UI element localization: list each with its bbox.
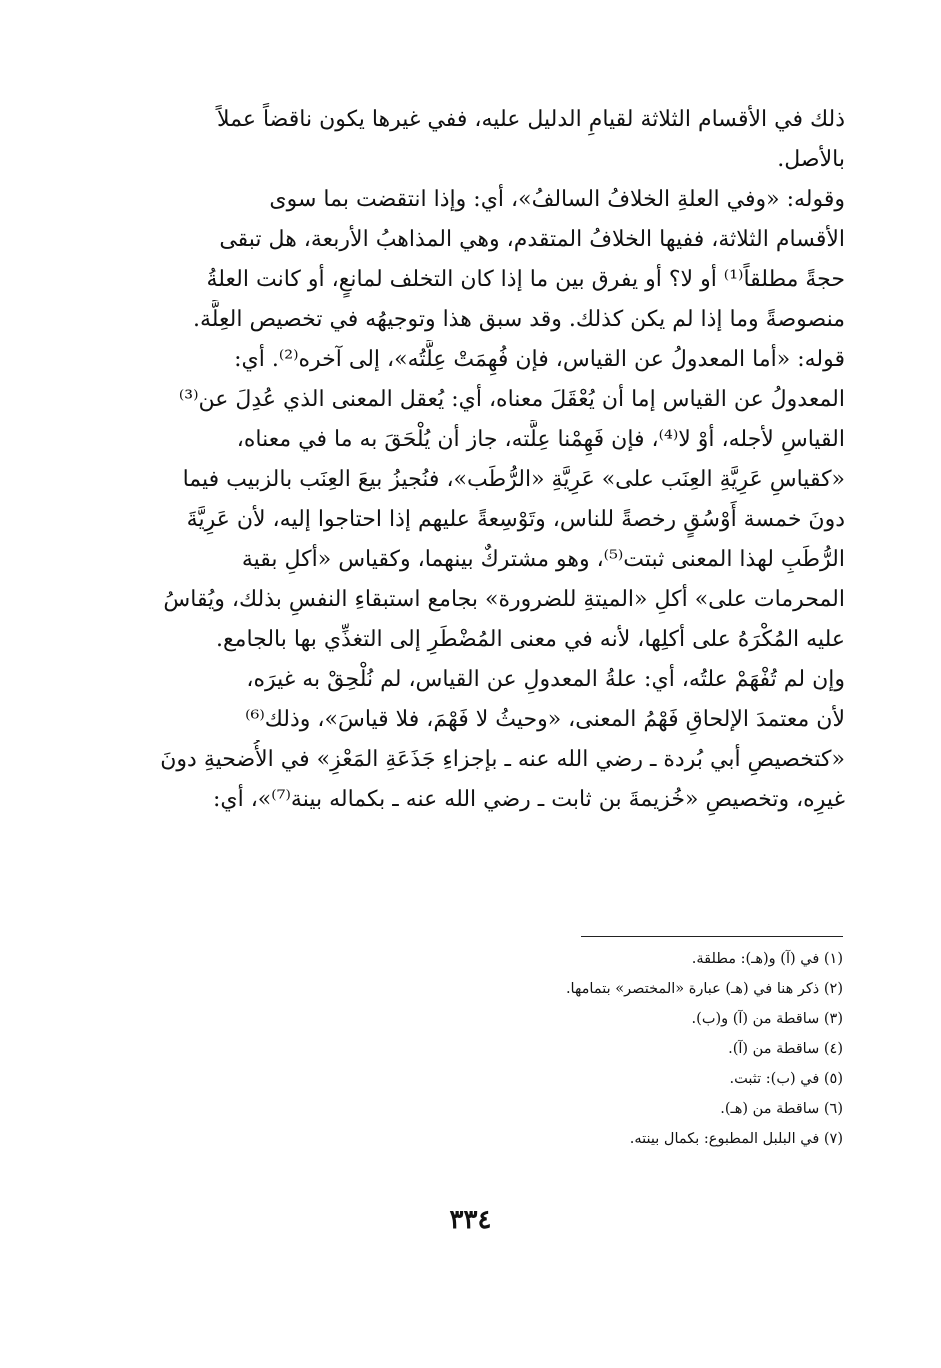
footnote: (٣) ساقطة من (آ) و(ب).: [691, 1011, 843, 1027]
footnote: (١) في (آ) و(هـ): مطلقة.: [691, 951, 843, 967]
footnote: (٦) ساقطة من (هـ).: [720, 1101, 843, 1117]
text-line: لأن معتمدَ الإلحاقِ فَهْمُ المعنى، «وحيثُ لا فَهْمَ، فلا قياسَ»، وذلك⁽⁶⁾: [245, 707, 845, 732]
main-text: [90, 100, 845, 820]
text-line: المعدولُ عن القياس إما أن يُعْقَلَ معناه، أي: يُعقل المعنى الذي عُدِلَ عن⁽³⁾: [178, 387, 845, 412]
footnote: (٧) في البلبل المطبوع: بكمال بينته.: [629, 1131, 843, 1147]
text-line: القياسِ لأجله، أوْ لا⁽⁴⁾، فإن فَهِمْنا عِلَّته، جاز أن يُلْحَقَ به ما في معناه،: [236, 427, 845, 452]
text-line: وقوله: «وفي العلةِ الخلافُ السالفُ»، أي: وإذا انتقضت بما سوى: [269, 187, 845, 212]
text-line: حجةً مطلقاً⁽¹⁾ أو لا؟ أو يفرق بين ما إذا كان التخلف لمانعٍ، أو كانت العلةُ: [206, 267, 845, 292]
footnote: (٢) ذكر هنا في (هـ) عبارة «المختصر» بتمامها.: [565, 981, 843, 997]
text-line: منصوصةً وما إذا لم يكن كذلك. وقد سبق هذا وتوجيهُه في تخصيص العِلَّة.: [192, 307, 845, 332]
text-line: ذلك في الأقسام الثلاثة لقيامِ الدليل عليه، ففي غيرها يكون ناقضاً عملاً: [216, 107, 845, 132]
footnote: (٥) في (ب): تثبت.: [729, 1071, 843, 1087]
text-line: «كقياسِ عَرِيَّةِ العِنَب على» عَرِيَّةِ «الرُّطَب»، فنُجيزُ بيعَ العِنَب بالزبيب فيما: [182, 467, 845, 492]
text-line: «كتخصيصِ أبي بُردة ـ رضي الله عنه ـ بإجزاءِ جَذَعَةِ المَعْزِ» في الأُضحيةِ دونَ: [160, 747, 845, 772]
footnotes: [243, 944, 843, 1154]
footnote: (٤) ساقطة من (آ).: [728, 1041, 843, 1057]
text-line: الأقسام الثلاثة، ففيها الخلافُ المتقدم، وهي المذاهبُ الأربعة، هل تبقى: [219, 227, 845, 252]
text-line: غيرِه، وتخصيصِ «خُزيمةَ بن ثابت ـ رضي الله عنه ـ بكماله بينة⁽⁷⁾»، أي:: [212, 787, 845, 812]
text-line: وإن لم تُفْهَمْ علتُه، أي: علةُ المعدولِ عن القياس، لم نُلْحِقْ به غيرَه،: [246, 667, 845, 692]
text-line: قوله: «أما المعدولُ عن القياس، فإن فُهِمَتْ عِلَّتُه»، إلى آخره⁽²⁾. أي:: [234, 347, 845, 372]
text-line: الرُّطَبِ لهذا المعنى ثبتت⁽⁵⁾، وهو مشتركٌ بينهما، وكقياس «أكلِ بقية: [241, 547, 845, 572]
text-line: المحرمات على» أكلِ «الميتةِ للضرورة» بجامع استبقاءِ النفسِ بذلك، ويُقاسُ: [163, 587, 845, 612]
footnote-divider: [581, 936, 843, 937]
page-number: ٣٣٤: [449, 1205, 492, 1235]
text-line: عليه المُكْرَهُ على أكلِها، لأنه في معنى المُضْطَرِ إلى التغذِّي بها بالجامع.: [215, 627, 845, 652]
text-line: دونَ خمسة أَوْسُقٍ رخصةً للناس، وتَوْسِعةً عليهم إذا احتاجوا إليه، لأن عَرِيَّةَ: [186, 507, 845, 532]
text-line: بالأصل.: [777, 147, 845, 172]
